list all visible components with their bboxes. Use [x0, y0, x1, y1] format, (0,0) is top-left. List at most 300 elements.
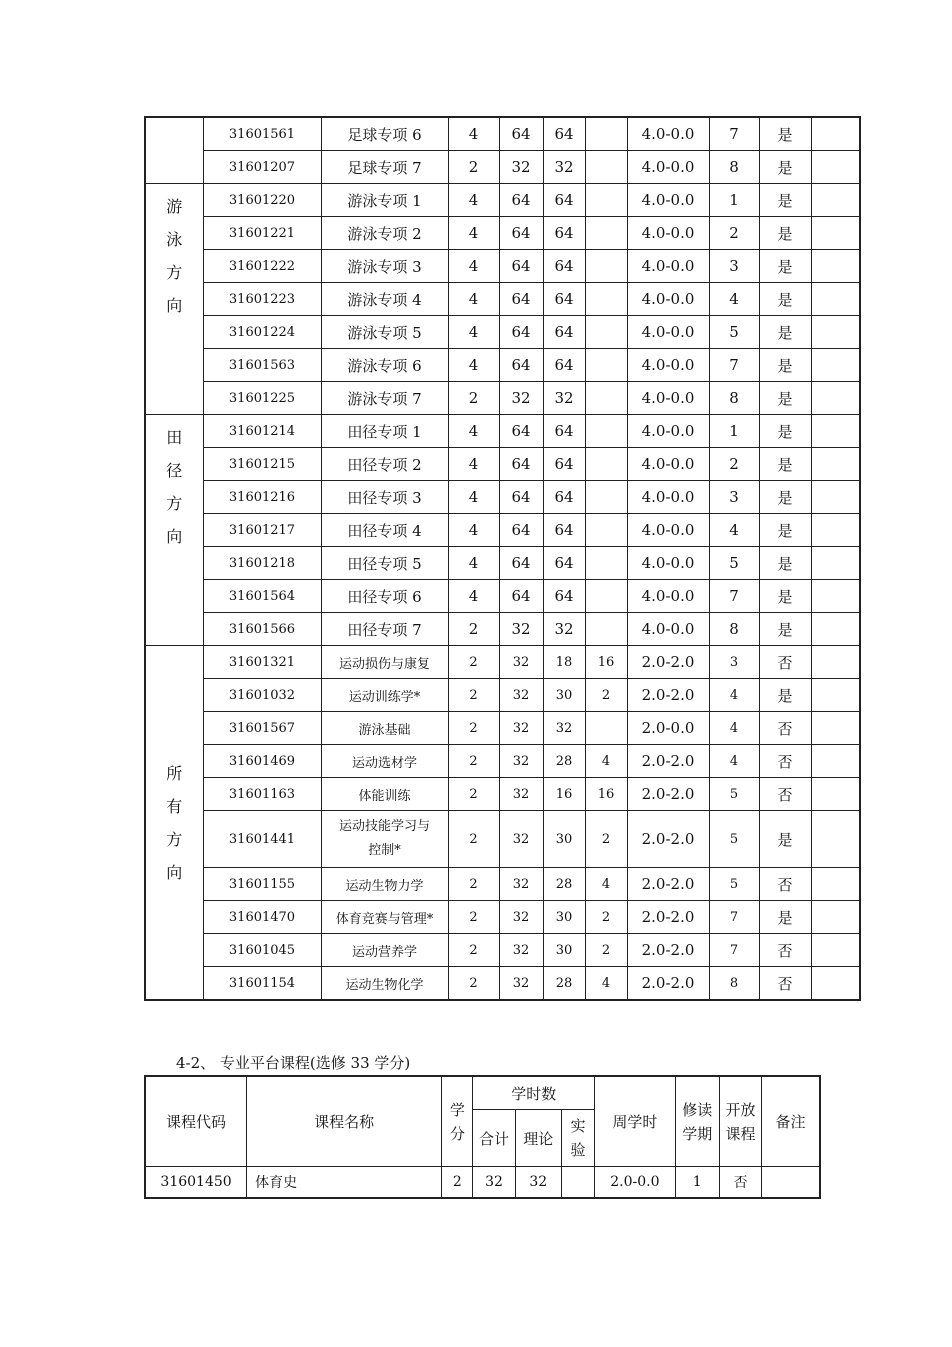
- cell-name: 田径专项 2: [321, 448, 448, 481]
- cell-credit: 4: [448, 448, 499, 481]
- cell-exp: 2: [585, 811, 627, 868]
- cell-theory: 64: [543, 481, 585, 514]
- table-row: [145, 613, 860, 646]
- table-row: [145, 349, 860, 382]
- cell-name: 体能训练: [321, 778, 448, 811]
- table-row: [145, 868, 860, 901]
- cell-name: 运动生物化学: [321, 967, 448, 1001]
- cell-total: 32: [499, 151, 543, 184]
- cell-term: 8: [709, 967, 759, 1001]
- cell-credit: 2: [448, 382, 499, 415]
- direction-char: 游: [166, 197, 183, 216]
- table-row: [145, 250, 860, 283]
- cell-open: 是: [759, 613, 811, 646]
- cell-note: [811, 514, 860, 547]
- cell-name: 田径专项 7: [321, 613, 448, 646]
- cell-note: [811, 547, 860, 580]
- cell-name: 体育竞赛与管理*: [321, 901, 448, 934]
- cell-total: 64: [499, 184, 543, 217]
- cell-name: 游泳专项 4: [321, 283, 448, 316]
- header-weekly-hours: 周学时: [595, 1076, 675, 1167]
- cell-exp: [585, 117, 627, 151]
- cell-open: 是: [759, 151, 811, 184]
- cell-term: 5: [709, 868, 759, 901]
- cell-weekly: 4.0-0.0: [627, 117, 709, 151]
- cell-open: 是: [759, 514, 811, 547]
- cell-total: 64: [499, 448, 543, 481]
- cell-note: [811, 415, 860, 448]
- cell-exp: [585, 217, 627, 250]
- cell-total: 64: [499, 283, 543, 316]
- cell-name: 足球专项 7: [321, 151, 448, 184]
- cell-weekly: 2.0-2.0: [627, 745, 709, 778]
- cell-note: [811, 151, 860, 184]
- cell-open: 是: [759, 217, 811, 250]
- table-row: [145, 382, 860, 415]
- cell-open: 是: [759, 250, 811, 283]
- table-row: [145, 448, 860, 481]
- cell-name: 运动损伤与康复: [321, 646, 448, 679]
- cell-term: 4: [709, 712, 759, 745]
- cell-term: 3: [709, 481, 759, 514]
- cell-total: 64: [499, 514, 543, 547]
- cell-credit: 4: [448, 580, 499, 613]
- header-open-course: 开放 课程: [719, 1076, 761, 1167]
- cell-term: 3: [709, 250, 759, 283]
- cell-weekly: 4.0-0.0: [627, 448, 709, 481]
- cell-name: 运动训练学*: [321, 679, 448, 712]
- cell-code: 31601223: [203, 283, 321, 316]
- cell-exp: 2: [585, 934, 627, 967]
- cell-total: 64: [499, 217, 543, 250]
- cell-exp: [585, 250, 627, 283]
- cell-theory: 32: [543, 382, 585, 415]
- cell-total: 32: [499, 868, 543, 901]
- cell-open: 是: [759, 547, 811, 580]
- cell-open: 否: [759, 646, 811, 679]
- cell-theory: 28: [543, 868, 585, 901]
- cell-weekly: 2.0-0.0: [595, 1167, 675, 1199]
- direction-char: 方: [166, 494, 183, 513]
- platform-course-table: [144, 1075, 821, 1199]
- cell-code: 31601224: [203, 316, 321, 349]
- cell-exp: [585, 580, 627, 613]
- cell-code: 31601155: [203, 868, 321, 901]
- table-row: [145, 481, 860, 514]
- cell-note: [811, 868, 860, 901]
- cell-total: 64: [499, 117, 543, 151]
- cell-total: 64: [499, 415, 543, 448]
- cell-exp: 2: [585, 901, 627, 934]
- cell-code: 31601469: [203, 745, 321, 778]
- cell-weekly: 4.0-0.0: [627, 217, 709, 250]
- cell-credit: 2: [448, 811, 499, 868]
- cell-weekly: 2.0-2.0: [627, 934, 709, 967]
- table-row: [145, 514, 860, 547]
- cell-name: 游泳专项 6: [321, 349, 448, 382]
- cell-weekly: 4.0-0.0: [627, 415, 709, 448]
- cell-note: [811, 811, 860, 868]
- cell-weekly: 2.0-2.0: [627, 679, 709, 712]
- header-course-code: 课程代码: [145, 1076, 247, 1167]
- cell-open: 否: [759, 712, 811, 745]
- direction-group-cell: [145, 646, 203, 1001]
- cell-theory: 64: [543, 184, 585, 217]
- cell-theory: 30: [543, 934, 585, 967]
- cell-exp: [585, 547, 627, 580]
- cell-weekly: 2.0-2.0: [627, 901, 709, 934]
- cell-code: 31601216: [203, 481, 321, 514]
- cell-total: 32: [499, 679, 543, 712]
- cell-open: 是: [759, 679, 811, 712]
- cell-exp: [561, 1167, 594, 1199]
- table-row: [145, 811, 860, 868]
- cell-open: 是: [759, 415, 811, 448]
- cell-code: 31601207: [203, 151, 321, 184]
- cell-name: 运动营养学: [321, 934, 448, 967]
- cell-theory: 64: [543, 415, 585, 448]
- cell-name: 田径专项 3: [321, 481, 448, 514]
- table-row: [145, 184, 860, 217]
- cell-weekly: 4.0-0.0: [627, 382, 709, 415]
- cell-term: 1: [709, 184, 759, 217]
- cell-name: 运动生物力学: [321, 868, 448, 901]
- cell-credit: 2: [442, 1167, 473, 1199]
- cell-weekly: 2.0-2.0: [627, 811, 709, 868]
- cell-name: 游泳专项 1: [321, 184, 448, 217]
- cell-exp: [585, 514, 627, 547]
- cell-open: 是: [759, 316, 811, 349]
- cell-code: 31601566: [203, 613, 321, 646]
- cell-exp: 4: [585, 745, 627, 778]
- cell-open: 是: [759, 580, 811, 613]
- cell-code: 31601214: [203, 415, 321, 448]
- cell-note: [811, 481, 860, 514]
- cell-credit: 2: [448, 967, 499, 1001]
- header-credit: 学 分: [442, 1076, 473, 1167]
- cell-term: 7: [709, 580, 759, 613]
- cell-total: 64: [499, 250, 543, 283]
- cell-weekly: 4.0-0.0: [627, 250, 709, 283]
- header-total: 合计: [473, 1110, 515, 1167]
- cell-weekly: 4.0-0.0: [627, 580, 709, 613]
- table-row: [145, 117, 860, 151]
- cell-code: 31601218: [203, 547, 321, 580]
- cell-theory: 64: [543, 547, 585, 580]
- cell-code: 31601225: [203, 382, 321, 415]
- cell-term: 3: [709, 646, 759, 679]
- cell-total: 32: [499, 934, 543, 967]
- cell-name: 运动技能学习与 控制*: [321, 811, 448, 868]
- direction-char: 所: [166, 763, 183, 783]
- cell-note: [811, 580, 860, 613]
- cell-open: 是: [759, 117, 811, 151]
- cell-credit: 4: [448, 316, 499, 349]
- cell-total: 32: [499, 901, 543, 934]
- cell-term: 2: [709, 448, 759, 481]
- cell-credit: 2: [448, 646, 499, 679]
- cell-code: 31601450: [145, 1167, 247, 1199]
- cell-code: 31601441: [203, 811, 321, 868]
- cell-total: 64: [499, 316, 543, 349]
- cell-name: 游泳专项 5: [321, 316, 448, 349]
- cell-credit: 2: [448, 613, 499, 646]
- table-row: [145, 745, 860, 778]
- cell-code: 31601563: [203, 349, 321, 382]
- cell-exp: 4: [585, 868, 627, 901]
- cell-exp: [585, 184, 627, 217]
- cell-term: 5: [709, 811, 759, 868]
- cell-theory: 30: [543, 901, 585, 934]
- cell-exp: 2: [585, 679, 627, 712]
- cell-theory: 32: [515, 1167, 561, 1199]
- cell-note: [811, 117, 860, 151]
- cell-term: 7: [709, 117, 759, 151]
- cell-theory: 30: [543, 811, 585, 868]
- cell-weekly: 2.0-2.0: [627, 778, 709, 811]
- cell-exp: 16: [585, 778, 627, 811]
- cell-term: 2: [709, 217, 759, 250]
- cell-credit: 2: [448, 778, 499, 811]
- cell-term: 5: [709, 778, 759, 811]
- cell-credit: 2: [448, 679, 499, 712]
- cell-code: 31601321: [203, 646, 321, 679]
- direction-char: 有: [166, 796, 183, 816]
- cell-term: 7: [709, 934, 759, 967]
- cell-term: 5: [709, 316, 759, 349]
- cell-credit: 2: [448, 712, 499, 745]
- cell-code: 31601222: [203, 250, 321, 283]
- cell-note: [811, 217, 860, 250]
- cell-open: 是: [759, 448, 811, 481]
- cell-total: 32: [499, 811, 543, 868]
- cell-exp: [585, 151, 627, 184]
- cell-total: 64: [499, 580, 543, 613]
- cell-weekly: 4.0-0.0: [627, 481, 709, 514]
- cell-total: 32: [499, 778, 543, 811]
- cell-name: 田径专项 1: [321, 415, 448, 448]
- direction-char: 向: [166, 296, 183, 315]
- cell-weekly: 2.0-2.0: [627, 967, 709, 1001]
- cell-exp: [585, 283, 627, 316]
- cell-theory: 28: [543, 967, 585, 1001]
- cell-term: 8: [709, 151, 759, 184]
- cell-credit: 2: [448, 934, 499, 967]
- cell-term: 4: [709, 679, 759, 712]
- cell-exp: 16: [585, 646, 627, 679]
- cell-weekly: 2.0-2.0: [627, 868, 709, 901]
- cell-exp: [585, 415, 627, 448]
- cell-name: 田径专项 6: [321, 580, 448, 613]
- cell-credit: 4: [448, 250, 499, 283]
- cell-term: 4: [709, 514, 759, 547]
- cell-open: 否: [759, 868, 811, 901]
- direction-char: 泳: [166, 230, 183, 249]
- cell-open: 是: [759, 382, 811, 415]
- cell-weekly: 4.0-0.0: [627, 349, 709, 382]
- cell-name: 游泳专项 3: [321, 250, 448, 283]
- cell-term: 7: [709, 349, 759, 382]
- cell-note: [811, 778, 860, 811]
- cell-note: [811, 613, 860, 646]
- direction-group-cell: [145, 415, 203, 646]
- cell-name: 游泳专项 2: [321, 217, 448, 250]
- cell-name: 足球专项 6: [321, 117, 448, 151]
- cell-theory: 64: [543, 349, 585, 382]
- header-course-name: 课程名称: [247, 1076, 442, 1167]
- cell-open: 否: [759, 745, 811, 778]
- cell-theory: 64: [543, 117, 585, 151]
- cell-credit: 2: [448, 745, 499, 778]
- cell-open: 是: [759, 349, 811, 382]
- section-caption: 4-2、 专业平台课程(选修 33 学分): [176, 1054, 411, 1072]
- direction-char: 径: [166, 461, 183, 480]
- cell-name: 运动选材学: [321, 745, 448, 778]
- table-row: [145, 712, 860, 745]
- direction-char: 方: [166, 829, 183, 849]
- cell-total: 32: [499, 745, 543, 778]
- cell-weekly: 4.0-0.0: [627, 316, 709, 349]
- cell-weekly: 2.0-0.0: [627, 712, 709, 745]
- cell-code: 31601032: [203, 679, 321, 712]
- cell-theory: 64: [543, 514, 585, 547]
- cell-term: 8: [709, 382, 759, 415]
- cell-theory: 64: [543, 448, 585, 481]
- cell-weekly: 4.0-0.0: [627, 184, 709, 217]
- table-row: [145, 151, 860, 184]
- cell-theory: 32: [543, 151, 585, 184]
- cell-code: 31601220: [203, 184, 321, 217]
- table-row: [145, 580, 860, 613]
- cell-exp: [585, 712, 627, 745]
- cell-credit: 4: [448, 184, 499, 217]
- cell-theory: 64: [543, 580, 585, 613]
- header-experiment: 实 验: [561, 1110, 594, 1167]
- cell-exp: [585, 448, 627, 481]
- cell-exp: [585, 349, 627, 382]
- cell-open: 是: [759, 481, 811, 514]
- cell-credit: 4: [448, 117, 499, 151]
- cell-total: 64: [499, 481, 543, 514]
- header-term: 修读 学期: [675, 1076, 719, 1167]
- cell-credit: 2: [448, 868, 499, 901]
- course-table-continued: [144, 116, 861, 1001]
- cell-weekly: 2.0-2.0: [627, 646, 709, 679]
- cell-weekly: 4.0-0.0: [627, 151, 709, 184]
- cell-note: [811, 316, 860, 349]
- cell-credit: 4: [448, 415, 499, 448]
- cell-theory: 16: [543, 778, 585, 811]
- cell-term: 7: [709, 901, 759, 934]
- cell-code: 31601163: [203, 778, 321, 811]
- cell-exp: 4: [585, 967, 627, 1001]
- cell-total: 64: [499, 349, 543, 382]
- cell-weekly: 4.0-0.0: [627, 547, 709, 580]
- cell-credit: 4: [448, 547, 499, 580]
- cell-open: 是: [759, 283, 811, 316]
- cell-note: [811, 679, 860, 712]
- cell-term: 8: [709, 613, 759, 646]
- header-theory: 理论: [515, 1110, 561, 1167]
- cell-exp: [585, 316, 627, 349]
- table-row: [145, 934, 860, 967]
- cell-open: 否: [719, 1167, 761, 1199]
- cell-note: [811, 283, 860, 316]
- table-row: [145, 415, 860, 448]
- cell-note: [762, 1167, 820, 1199]
- cell-total: 64: [499, 547, 543, 580]
- header-note: 备注: [762, 1076, 820, 1167]
- cell-note: [811, 712, 860, 745]
- cell-open: 是: [759, 811, 811, 868]
- cell-note: [811, 967, 860, 1001]
- cell-note: [811, 934, 860, 967]
- cell-name: 体育史: [247, 1167, 442, 1199]
- direction-char: 向: [166, 527, 183, 546]
- cell-theory: 64: [543, 250, 585, 283]
- cell-note: [811, 901, 860, 934]
- table-row: [145, 1167, 820, 1199]
- table-row: [145, 283, 860, 316]
- cell-exp: [585, 613, 627, 646]
- cell-code: 31601215: [203, 448, 321, 481]
- cell-credit: 2: [448, 151, 499, 184]
- cell-open: 否: [759, 778, 811, 811]
- table-row: [145, 217, 860, 250]
- table-row: [145, 901, 860, 934]
- direction-group-cell: [145, 184, 203, 415]
- cell-term: 4: [709, 745, 759, 778]
- cell-credit: 4: [448, 217, 499, 250]
- cell-theory: 64: [543, 283, 585, 316]
- cell-credit: 4: [448, 283, 499, 316]
- cell-code: 31601154: [203, 967, 321, 1001]
- cell-term: 5: [709, 547, 759, 580]
- cell-note: [811, 250, 860, 283]
- cell-total: 32: [499, 613, 543, 646]
- cell-code: 31601564: [203, 580, 321, 613]
- cell-code: 31601561: [203, 117, 321, 151]
- cell-code: 31601217: [203, 514, 321, 547]
- direction-char: 向: [166, 862, 183, 882]
- cell-open: 否: [759, 967, 811, 1001]
- cell-credit: 4: [448, 514, 499, 547]
- direction-group-cell: [145, 117, 203, 184]
- cell-weekly: 4.0-0.0: [627, 514, 709, 547]
- header-hours: 学时数: [473, 1076, 595, 1110]
- cell-code: 31601221: [203, 217, 321, 250]
- cell-name: 田径专项 5: [321, 547, 448, 580]
- cell-total: 32: [473, 1167, 515, 1199]
- cell-name: 游泳基础: [321, 712, 448, 745]
- cell-theory: 64: [543, 217, 585, 250]
- cell-theory: 28: [543, 745, 585, 778]
- cell-note: [811, 184, 860, 217]
- cell-note: [811, 349, 860, 382]
- table-row: [145, 547, 860, 580]
- cell-theory: 64: [543, 316, 585, 349]
- cell-code: 31601045: [203, 934, 321, 967]
- cell-exp: [585, 481, 627, 514]
- table-row: [145, 679, 860, 712]
- cell-theory: 32: [543, 613, 585, 646]
- cell-total: 32: [499, 967, 543, 1001]
- direction-char: 田: [166, 428, 183, 447]
- table-row: [145, 646, 860, 679]
- table-row: [145, 778, 860, 811]
- cell-theory: 32: [543, 712, 585, 745]
- cell-theory: 18: [543, 646, 585, 679]
